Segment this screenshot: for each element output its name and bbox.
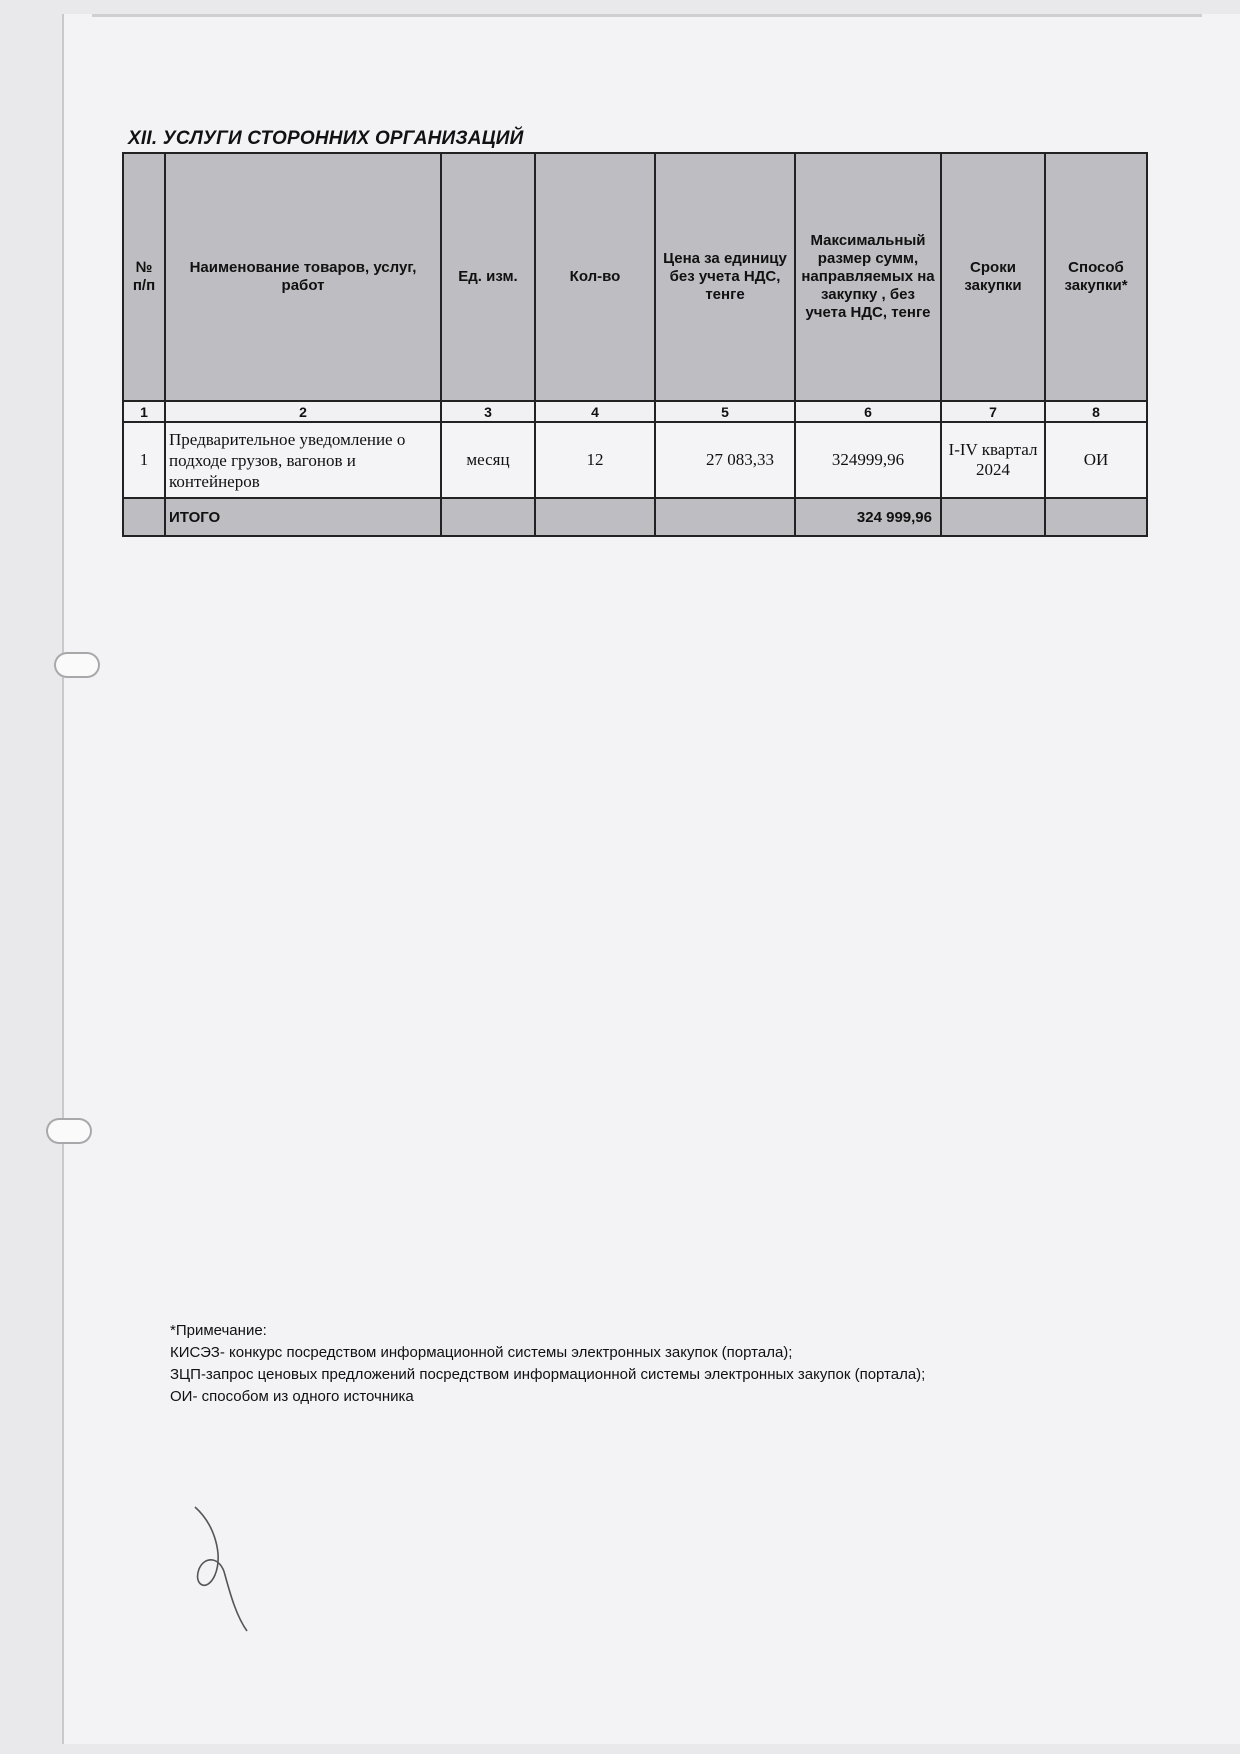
header-max-sum: Максимальный размер сумм, направляемых на закупку , без учета НДС, тенге — [795, 153, 941, 401]
total-value: 324 999,96 — [795, 498, 941, 536]
total-empty-cell — [535, 498, 655, 536]
header-method: Способ закупки* — [1045, 153, 1147, 401]
header-unit: Ед. изм. — [441, 153, 535, 401]
header-price: Цена за единицу без учета НДС, тенге — [655, 153, 795, 401]
row-num: 1 — [123, 422, 165, 498]
total-label: ИТОГО — [165, 498, 441, 536]
section-title: XII. УСЛУГИ СТОРОННИХ ОРГАНИЗАЦИЙ — [128, 128, 524, 149]
row-price: 27 083,33 — [655, 422, 795, 498]
column-number: 2 — [165, 401, 441, 422]
column-number: 7 — [941, 401, 1045, 422]
column-number: 8 — [1045, 401, 1147, 422]
total-row — [123, 498, 1147, 536]
row-name: Предварительное уведомление о подходе грузов, вагонов и контейнеров — [165, 422, 441, 498]
row-unit: месяц — [441, 422, 535, 498]
scan-edge — [92, 14, 1202, 17]
header-row — [123, 153, 1147, 401]
notes-title: *Примечание: — [170, 1322, 267, 1339]
total-empty-cell — [1045, 498, 1147, 536]
column-number: 3 — [441, 401, 535, 422]
procurement-table — [122, 152, 1148, 537]
row-max-sum: 324999,96 — [795, 422, 941, 498]
column-number: 4 — [535, 401, 655, 422]
total-empty-cell — [655, 498, 795, 536]
notes-block — [170, 1320, 925, 1408]
column-number: 5 — [655, 401, 795, 422]
total-empty-cell — [441, 498, 535, 536]
note-line: ЗЦП-запрос ценовых предложений посредством информационной системы электронных закупок (портала); — [170, 1366, 926, 1383]
row-method: ОИ — [1045, 422, 1147, 498]
header-name: Наименование товаров, услуг, работ — [165, 153, 441, 401]
column-number-row — [123, 401, 1147, 422]
total-empty-cell — [123, 498, 165, 536]
row-term: I-IV квартал 2024 — [941, 422, 1045, 498]
column-number: 1 — [123, 401, 165, 422]
binder-hole-top — [54, 652, 100, 678]
binder-hole-bottom — [46, 1118, 92, 1144]
row-qty: 12 — [535, 422, 655, 498]
header-qty: Кол-во — [535, 153, 655, 401]
header-term: Сроки закупки — [941, 153, 1045, 401]
handwritten-signature — [185, 1505, 265, 1635]
note-line: ОИ- способом из одного источника — [170, 1388, 414, 1405]
table-row — [123, 422, 1147, 498]
header-num: № п/п — [123, 153, 165, 401]
note-line: КИСЭЗ- конкурс посредством информационной системы электронных закупок (портала); — [170, 1344, 793, 1361]
total-empty-cell — [941, 498, 1045, 536]
column-number: 6 — [795, 401, 941, 422]
